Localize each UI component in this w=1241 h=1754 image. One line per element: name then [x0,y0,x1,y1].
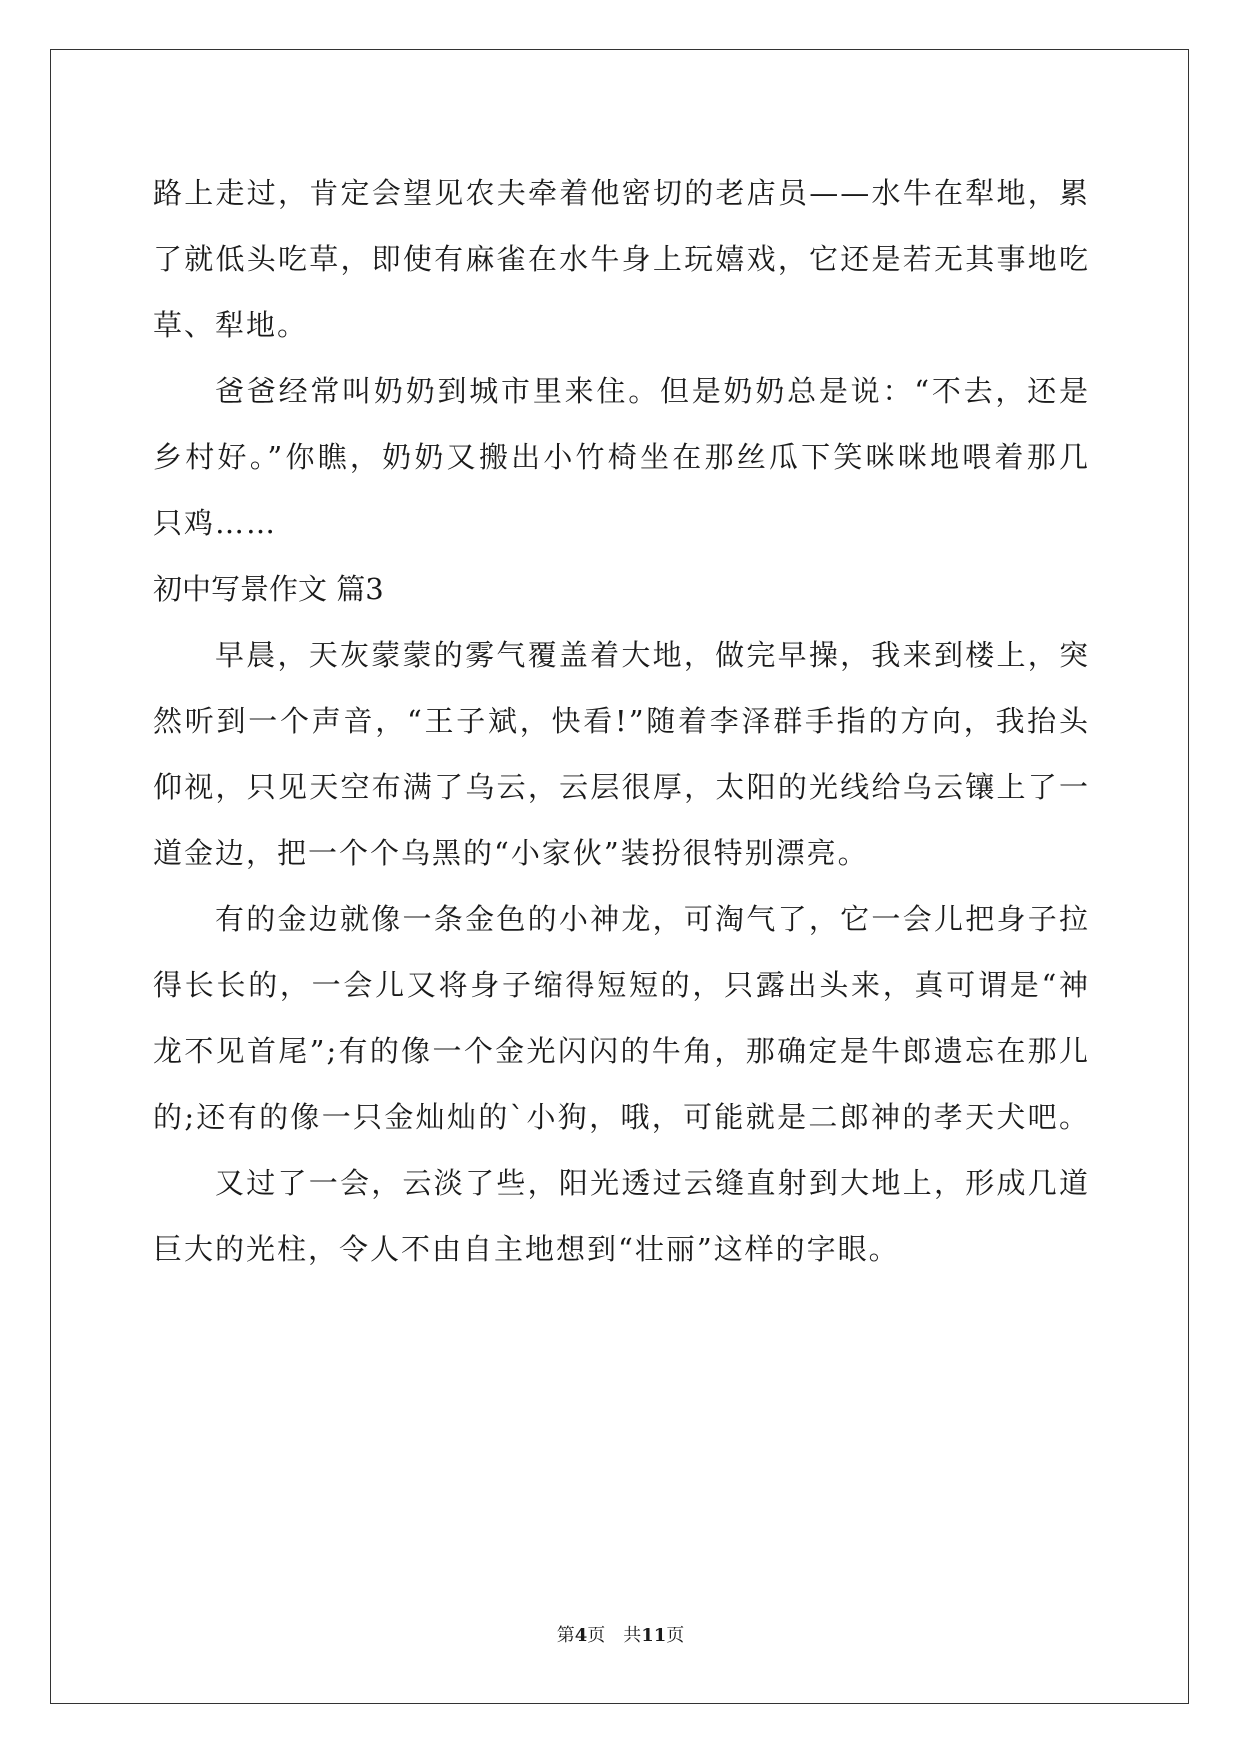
text-line: 爸爸经常叫奶奶到城市里来住。但是奶奶总是说：“不去，还是 [215,374,1090,408]
section-heading: 初中写景作文 篇3 [153,572,384,606]
footer-total-suffix: 页 [666,1625,685,1646]
total-pages-number: 11 [641,1625,667,1646]
text-line: 只鸡…… [153,506,278,540]
text-line: 龙不见首尾”;有的像一个金光闪闪的牛角，那确定是牛郎遗忘在那儿 [153,1034,1090,1068]
text-line: 道金边，把一个个乌黑的“小家伙”装扮很特别漂亮。 [153,836,869,870]
footer-total-prefix: 共 [623,1625,642,1646]
footer-prefix: 第 [556,1625,575,1646]
text-line: 的;还有的像一只金灿灿的`小狗，哦，可能就是二郎神的孝天犬吧。 [153,1100,1090,1134]
text-line: 仰视，只见天空布满了乌云，云层很厚，太阳的光线给乌云镶上了一 [153,770,1090,804]
current-page-number: 4 [574,1625,588,1646]
text-line: 乡村好。”你瞧，奶奶又搬出小竹椅坐在那丝瓜下笑咪咪地喂着那几 [153,440,1090,474]
text-line: 早晨，天灰蒙蒙的雾气覆盖着大地，做完早操，我来到楼上，突 [215,638,1090,672]
footer-page-unit: 页 [587,1625,606,1646]
text-line: 草、犁地。 [153,308,309,342]
document-body [153,160,1090,1282]
text-line: 路上走过，肯定会望见农夫牵着他密切的老店员——水牛在犁地，累 [153,176,1090,210]
text-line: 有的金边就像一条金色的小神龙，可淘气了，它一会儿把身子拉 [215,902,1090,936]
text-line: 又过了一会，云淡了些，阳光透过云缝直射到大地上，形成几道 [215,1166,1090,1200]
text-line: 得长长的，一会儿又将身子缩得短短的，只露出头来，真可谓是“神 [153,968,1090,1002]
page-footer [0,1621,1241,1647]
text-line: 巨大的光柱，令人不由自主地想到“壮丽”这样的字眼。 [153,1232,900,1266]
text-line: 了就低头吃草，即使有麻雀在水牛身上玩嬉戏，它还是若无其事地吃 [153,242,1090,276]
text-line: 然听到一个声音，“王子斌，快看!”随着李泽群手指的方向，我抬头 [153,704,1090,738]
